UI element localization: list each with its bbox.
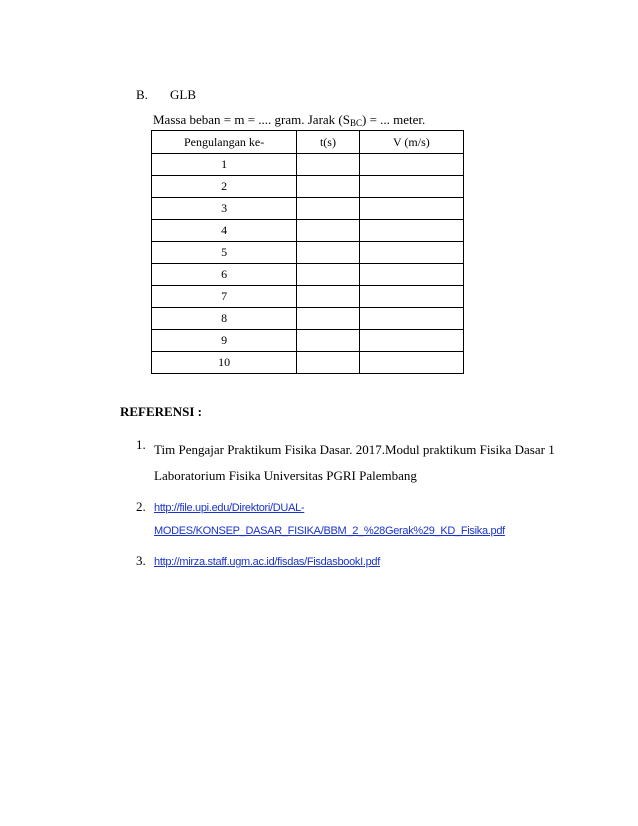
reference-text: Laboratorium Fisika Universitas PGRI Palembang (154, 468, 417, 483)
table-row (152, 264, 464, 286)
reference-link[interactable]: http://mirza.staff.ugm.ac.id/fisdas/FisdasbookI.pdf (154, 556, 380, 568)
reference-link[interactable]: http://file.upi.edu/Direktori/DUAL- (154, 502, 305, 514)
table-cell (297, 242, 360, 264)
header-repetition: Pengulangan ke- (152, 131, 297, 154)
table-cell (297, 198, 360, 220)
intro-subscript: BC (349, 118, 362, 128)
table-cell (359, 286, 463, 308)
table-row (152, 330, 464, 352)
table-cell: 5 (152, 242, 297, 264)
table-cell (359, 176, 463, 198)
table-cell (359, 264, 463, 286)
table-cell: 2 (152, 176, 297, 198)
reference-number: 3. (136, 553, 146, 568)
table-cell (359, 330, 463, 352)
table-cell: 4 (152, 220, 297, 242)
table-cell (297, 264, 360, 286)
reference-text: Tim Pengajar Praktikum Fisika Dasar. 2017.Modul praktikum Fisika Dasar 1 (154, 442, 555, 457)
table-cell (359, 308, 463, 330)
table-row (152, 242, 464, 264)
table-row (152, 286, 464, 308)
table-cell (359, 242, 463, 264)
table-cell (297, 308, 360, 330)
table-cell: 9 (152, 330, 297, 352)
table-cell: 3 (152, 198, 297, 220)
table-cell (359, 220, 463, 242)
list-item (120, 437, 580, 489)
references-list (120, 437, 580, 582)
intro-text-end: ) = ... meter. (362, 112, 426, 127)
table-cell (297, 176, 360, 198)
section-title: GLB (170, 87, 196, 102)
table-cell (297, 330, 360, 352)
intro-text: Massa beban = m = .... gram. Jarak (S (153, 112, 350, 127)
table-cell (297, 154, 360, 176)
table-cell: 8 (152, 308, 297, 330)
reference-number: 1. (136, 437, 146, 452)
table-cell: 7 (152, 286, 297, 308)
table-row (152, 308, 464, 330)
section-heading (120, 87, 196, 103)
table-row (152, 220, 464, 242)
table-cell: 10 (152, 352, 297, 374)
mass-distance-line (153, 112, 425, 128)
table-header-row (152, 131, 464, 154)
header-time: t(s) (297, 131, 360, 154)
references-heading: REFERENSI : (120, 404, 202, 419)
table-cell (297, 352, 360, 374)
reference-number: 2. (136, 499, 146, 514)
table-row (152, 176, 464, 198)
list-item (120, 551, 580, 574)
header-velocity: V (m/s) (359, 131, 463, 154)
table-row (152, 198, 464, 220)
table-cell: 6 (152, 264, 297, 286)
table-cell (359, 198, 463, 220)
table-row (152, 352, 464, 374)
list-item (120, 497, 580, 543)
table-row (152, 154, 464, 176)
table-cell: 1 (152, 154, 297, 176)
table-cell (297, 286, 360, 308)
table-cell (359, 352, 463, 374)
table-cell (359, 154, 463, 176)
measurement-table (151, 130, 464, 374)
reference-link[interactable]: MODES/KONSEP_DASAR_FISIKA/BBM_2_%28Gerak%29_KD_Fisika.pdf (154, 525, 505, 537)
section-letter: B. (136, 87, 148, 102)
table-cell (297, 220, 360, 242)
